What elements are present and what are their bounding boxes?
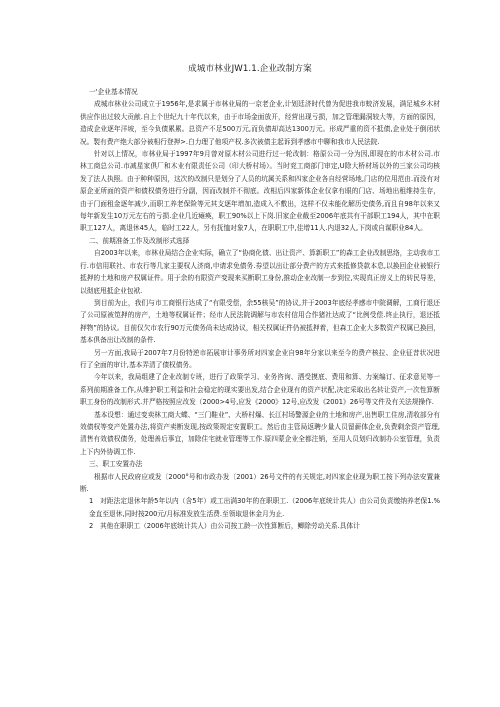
document-title: 成城市林业JW1.1.企业改制方案 (188, 64, 312, 74)
list-item: 2 其他在职职工（2006年底统计共人）由公司按工龄一次性算断后，鲫除劳动关系.具体计 (89, 522, 360, 531)
body-paragraph: 针对以上情况，市林业局于1997年9月曾对原木材公司进行过一轮改制：格原公司一分为因,即现在的市木材公司.市林工商总公司.市减星家俱厂和木业有限责任公司（印大桥村场）。当时兖工商部门审定,U除大桥材场以外的三家公司均核发了法人执照。由于种种原因，这次的改制只是划分了人员的坑属关系和四家企业各自经营场地,门店的位用范由.而没有对原企亚所面的资产和债权债务进行分副，因而改制并不彻底。改相后四家新体企业仅拿有眼的门店、场地出租维持生存，由于门面租金逐年减少,而职工养老保险等元其支逐年增加,造成入不敷出，这样不仅未能化解历史债务,而且自98年以来又每年新发生10万元左右的亏损.企业几近瘫痪，职工90%以上下岗.旧家企业截至2006年底共有干部职工194人，其中在职职工127人，离退休45人，临时工22人，另有抚恤对象7人，在职职工中,佳增11人.内退32人,下岗或自谋职业84人。 (80, 150, 440, 233)
document-body (80, 86, 440, 533)
section-heading: 三、职工安置办法 (89, 460, 143, 469)
body-paragraph: 今年以来，我局组建了企业改制专班，进行了政策学习、业务咨询、洒受摸底、费用和算、力案编订、征求意见等一系列前期准备工作,从维护职工利益和社会稳定的现实要出发,结合企业现有的资产状配,决定采取出名转让资产,一次性算断职工身份的改制形式.并严格按照应改发（2000>4号,应发《2000》12号,应改发《2001》26号等文件及有关法规操作. (80, 373, 440, 407)
body-paragraph: 到目前为止，我们与市工商银行达成了“有限受偿，余55核吴”的协议,并于2003年底经孝感市中院调解，工商行退还了公司原被笕押的房产，土地等权属证件；经市人民法院调解与市农村信用合作猪社达成了“比例受偿.终止执行，退还抵押物”的协议。目前仅欠市农行90万元债务尚未达成协议，相关权属证件仍被抵押着，但森工企业大多数资产权属已换回，基本俱备出让改制的条件. (80, 298, 440, 345)
body-paragraph: 基本设想：通过变卖林工商大蝶、“三门鞋业”、大桥村爆、长江村场警源企业的土地和房产,出售职工住房,清收部分有效债权等变产处置办法,将资产卖断发现,按政策规定安置职工。然后由主管局返聘少量人员留薪体企业,负费剩余资产管理,清售有效债权债务，处理善后事宜，加除住宅就业管理等工作.原四蒙企业全都注销，至用人员划归改制办公室管理，负责上下内外协调工作. (80, 410, 440, 456)
body-paragraph: 另一方面,我局于2007年7月份特逆市拓展审计事务所对四家企业自98年分家以来至今的费产核拉、企业征昔状况进行了全面的审计,基本弄清了债权债务。 (80, 348, 440, 369)
body-paragraph: 自2003年以来，市林业局结合企业实际，确立了“协商化债、出让资产、算新职工”的森工企业改制思络，主动我市工行.市信用联社、市农行等几家主要权人济商,申请求免债务.券望以出让部分费产的方式来抵修贷款本息,以换回企业被银行抵押的土地和房产权属证件。用于余的有限资产变现来买断职工身份,推动企业改制一步到位,实现真正房义上的转民导差，以彻底甩抵企业包袱. (80, 249, 440, 295)
list-item: 1 对距法定退休年龄5年以内（含5年）或工出满30年的在职职工.（2006年底统计共人）由公司负责缴纳养老保1.%金直至退休,同时按200元/月标准发放生活费.至领取退休金月为止. (89, 497, 440, 518)
body-paragraph: 根据市人民政府应或发〔2000°号和市政办发〔2001）26号文件的有关规定,对四家企业现为职工按下列办法安置兼断. (80, 472, 440, 493)
body-paragraph: 成城市林业公司成立于1956年,是求属于市林业局的一京老企业,计划廷济时代曾为促进我市蛟济发展，满足城乡木材供应作出过较大贡献.自上个世纪九十年代以来，由于市场金面放开，经营出现亏损，加之管理漏洞较大等，方面的原因，造成企业逐年洋坡，至今负债累累。总资产不足500万元,而负债却高达1300万元。形成严重的资不抵债,企业处于倒闭状况。製有费产绝大部分被相行登押>.白力理了他项产权.多次被债主起诉到孝感市中聊和我市人民法院. (80, 100, 440, 146)
section-heading: 二、前期准备工作及改制形式选择 (89, 236, 190, 245)
section-heading: 一'企业基本情况 (89, 88, 138, 96)
